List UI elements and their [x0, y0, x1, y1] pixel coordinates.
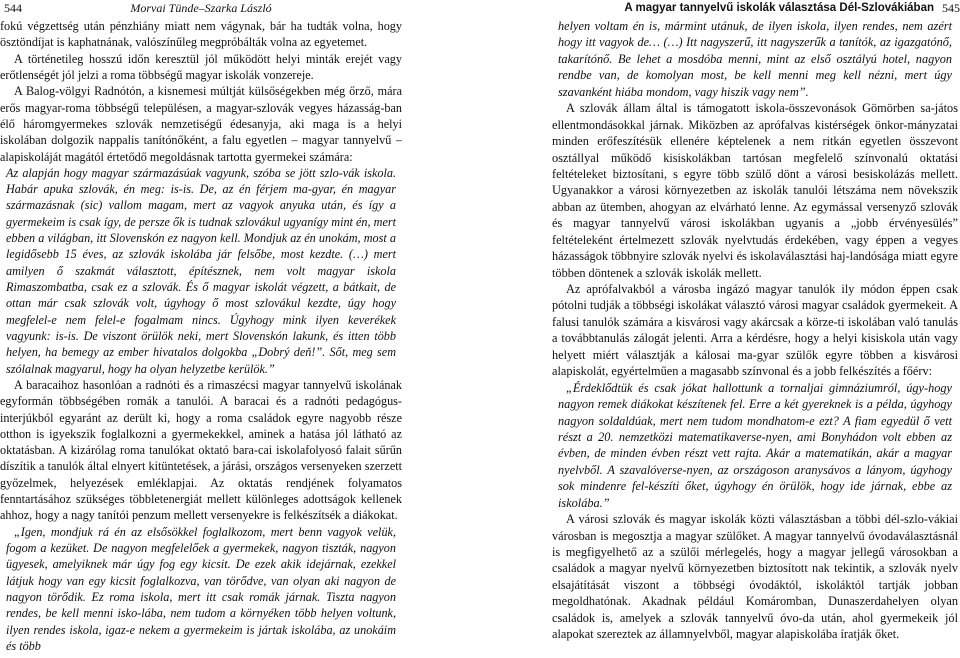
paragraph: A városi szlovák és magyar iskolák közti választásban a többi dél-szlo-vákiai városban is megosztja a magyar szülőket. A magyar tannyelvű óvodaválasztásnál is megfigyelhető az a szülői mérlegelés, hogy a magyar jellegű városokban a családok a magyar nyelvű környezetben biztosított nak tekintik, a szlovák nyelv elsajátítását viszont a többségi óvodáktól, iskoláktól tartják jobban megoldhatónak. Akadnak például Komáromban, Dunaszerdahelyen olyan családok is, amelyek a szlovák tannyelvű óvo-da után, ahol gyermekeik jól alapokat szereztek az államnyelvből, magyar alapiskolába íratják őket. — [552, 512, 958, 642]
interview-quote: helyen voltam én is, mármint utánuk, de ilyen iskola, ilyen rendes, nem azért hogy itt vagyok de… (…) Itt nagyszerű, itt nagyszerűk a tanítók, az igazgatónő, takarítónő. Be lehet a mosdóba menni, mint az első osztályú hotel, nagyon rendbe van, de komolyan most, be kell menni meg kell nézni, mert úgy szavanként hiába mondom, vagy hiszik vagy nem”. — [558, 19, 952, 99]
right-page-body — [552, 18, 958, 643]
paragraph: A baracaihoz hasonlóan a radnóti és a rimaszécsi magyar tannyelvű iskolának egyformán többségében romák a tanulói. A baracai és a radnóti pedagógus-interjúkból egyaránt az derült ki, hogy a roma családok egyre nagyobb része otthon is igyekszik foglalkozni a gyermekekkel, aminek a hatása jól látható az oktatásban. A kizárólag roma tanulókat oktató bara-cai iskolafolyosó falait sűrűn díszítik a tanulók által elnyert kitüntetések, a járási, országos versenyeken szerzett győzelmek, helyezések emléklapjai. Az oktatás rendjének folyamatos fenntartásához szükséges többletenergiát mellett különleges adottságok kellenek ahhoz, hogy a nagy tanítói penzum mellett versenyekre is felkészítsék a diákokat. — [0, 377, 402, 523]
left-page-body — [0, 18, 402, 654]
interview-quote: Az alapján hogy magyar származásúak vagyunk, szóba se jött szlo-vák iskola. Habár apuka szlovák, én meg: is-is. De, az én férjem ma-gyar, én magyar származásnak (sic) vallom magam, mert az vagyok anyuka után, és így a gyermekeim is csak így, de persze ők is tudnak szlovákul ugyanígy mint én, mert ebben a világban, itt Slovenskón ez nagyon kell. Mondjuk az én unokám, most a legidősebb 15 éves, az szlovák iskolába jár felsőbe, most kezdte. (…) mert amilyen ő szakmát választott, építésznek, nem volt magyar iskola Rimaszombatba, csak ez a szlovák. És ő magyar iskolát végzett, a bátkait, de ottan már csak szlovák volt, úgyhogy ő most szlovákul kezdte, úgy hogy megfelel-e nem felel-e fogalmam nincs. Úgyhogy mink ilyen keverékek vagyunk: is-is. De viszont örülök neki, mert Slovenskón lakunk, és itten több helyen, ha bemegy az ember hivatalos dolgokba „Dobrý deň!”. Sőt, meg sem szólalnak magyarul, hogy ha olyan helyzetbe kerülök.” — [6, 165, 396, 376]
right-page-number: 545 — [942, 1, 960, 15]
paragraph: fokú végzettség után pénzhiány miatt nem vágynak, bár ha tudták volna, hogy ösztöndíjat is kaphatnának, valószínűleg megpróbálták volna az egyetemet. — [0, 19, 402, 50]
paragraph: A szlovák állam által is támogatott iskola-összevonások Gömörben sa-játos ellentmondásokkal járnak. Miközben az aprófalvas kistérségek önkor-mányzatai minden erőfeszítésük ellenére képtelenek a nem ritkán egyetlen összevont osztállyal működő kisiskolákban tartósan megfelelő színvonalú oktatási feltételeket biztosítani, s egyre több szülő dönt a városi besiskolázás mellett. Ugyanakkor a városi környezetben az iskolák tanulói létszáma nem növekszik abban az ütemben, ahogyan az elvárható lenne. Az egymással versenyző szlovák és magyar tannyelvű városi iskolákban ugyanis a „jobb érvényesülés” feltételeként értelmezett szlovák nyelvtudás érdekében, vagy éppen a vegyes házasságok többnyire szlovák nyelvi és iskolaválasztási haj-landósága miatt egyre többen döntenek a szlovák iskolák mellett. — [552, 101, 958, 280]
left-page-header — [0, 0, 402, 16]
interview-quote: „Igen, mondjuk rá én az elsősökkel foglalkozom, mert benn vagyok velük, fogom a kezüket. De nagyon megfelelőek a gyermekek, nagyon tiszták, nagyon ügyesek, amelyiknek már úgy fog egy kicsit. De ezek akik idejárnak, ezekkel látjuk hogy van egy kicsit foglalkozva, van törődve, van olyan aki nagyon de nagyon törődik. Ez roma iskola, mert itt csak romák járnak. Tiszta nagyon rendes, be kell menni isko-lába, nem tudom a környéken több helyen voltunk, ilyen rendes iskola, igaz-e nekem a gyermekeim is jártak iskolába, az unokáim és több — [6, 524, 396, 653]
paragraph: A történetileg hosszú időn keresztül jól működött helyi minták erejét vagy erőtlenségét jól jelzi a roma többségű magyar iskolák vonzereje. — [0, 51, 402, 82]
interview-quote: „Érdeklődtük és csak jókat hallottunk a tornaljai gimnáziumról, úgy-hogy nagyon remek diákokat készítenek fel. Erre a két gyereknek is a példa, úgyhogy nagyon soldaldúak, mert nem tudom mondhatom-e ezt? A fiam egyedül ő vett részt a 20. nemzetközi matematikaverse-nyen, ami Bonyhádon volt ebben az évben, de minden évben részt vett rajta. Akár a matematikán, akár a magyar nyelvből. A szavalóverse-nyen, az országoson aranysávos a lányom, úgyhogy sok mindenre fel-készíti őket, úgyhogy én örülök, hogy ide járnak, ebbe az iskolába.” — [558, 380, 952, 510]
paragraph: A Balog-völgyi Radnótón, a kisnemesi múltját külsőségekben még őrző, mára erős magyar-roma többségű településen, a magyar-szlovák vegyes házasság-ban élő háromgyermekes szlovák nemzetiségű édesanyja, aki maga is a helyi iskolában dolgozik nappalis tanítónőként, a falu egyetlen – magyar tannyelvű – alapiskoláját magától értetődő megoldásnak tartotta gyermekei számára: — [0, 84, 402, 164]
paragraph: Az aprófalvakból a városba ingázó magyar tanulók ily módon éppen csak pótolni tudják a többségi iskolákat választó városi magyar családok gyermekeit. A falusi tanulók számára a kisvárosi vagy akárcsak a körze-ti iskolában való tanulás a továbbtanulás zálogát jelenti. Arra a kérdésre, hogy a helyi kisiskola után vagy helyett miért választják a kálosai ma-gyar szülők egyre többen a kisvárosi alapiskolát, egyértelműen a magasabb színvonal és a jobb felkészítés a főérv: — [552, 282, 958, 379]
left-running-title: Morvai Tünde–Szarka László — [130, 1, 272, 15]
left-page-number: 544 — [4, 1, 22, 15]
right-running-title: A magyar tannyelvű iskolák választása Dél-Szlovákiában — [624, 2, 934, 14]
right-page-header — [552, 0, 960, 16]
